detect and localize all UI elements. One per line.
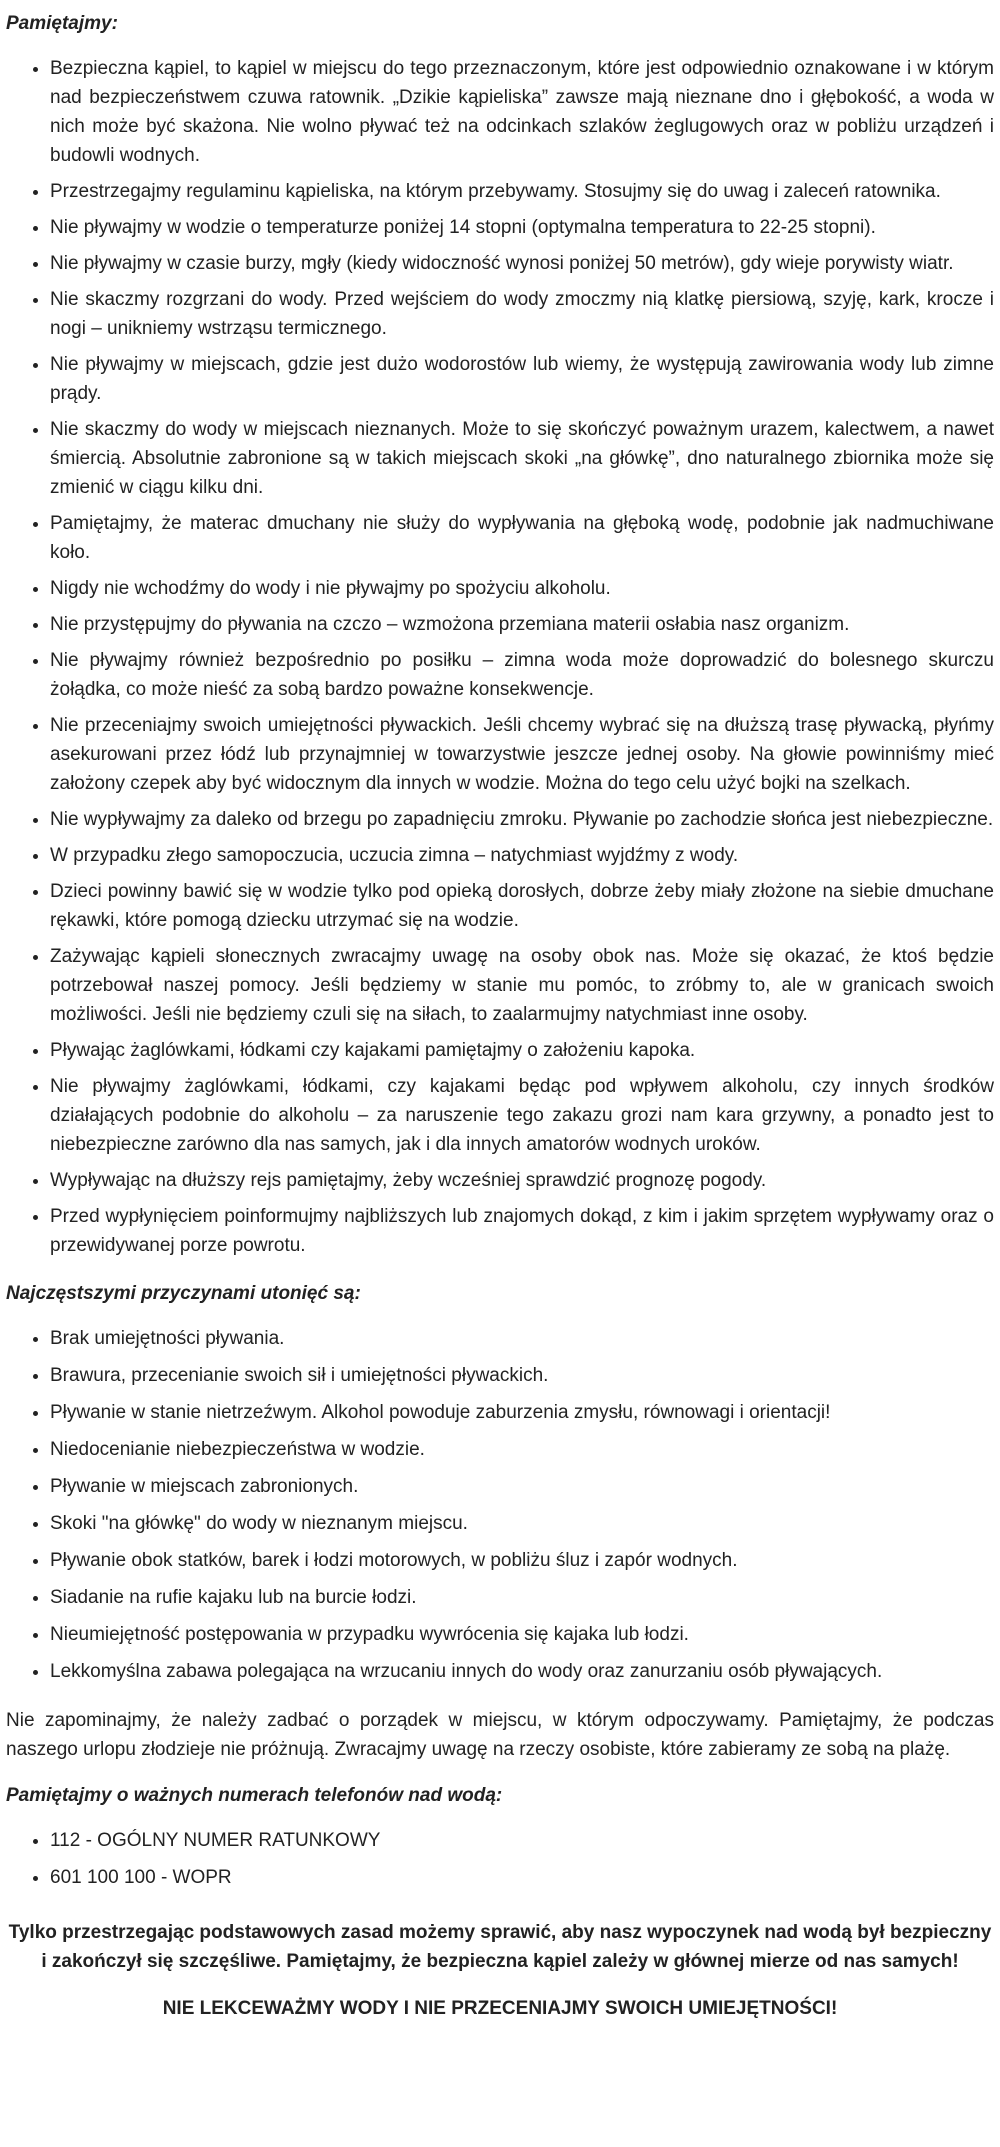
rule-list-item: • Dzieci powinny bawić się w wodzie tylko pod opieką dorosłych, dobrze żeby miały złożone na siebie dmuchane rękawki, które pomogą dziecku utrzymać się na wodzie.: [50, 877, 994, 935]
rule-list-item: • Pływając żaglówkami, łódkami czy kajakami pamiętajmy o założeniu kapoka.: [50, 1036, 994, 1065]
final-warning: NIE LEKCEWAŻMY WODY I NIE PRZECENIAJMY SWOICH UMIEJĘTNOŚCI!: [162, 1998, 838, 2019]
rule-list-item: • Nie wypływajmy za daleko od brzegu po zapadnięciu zmroku. Pływanie po zachodzie słońca jest niebezpieczne.: [50, 805, 994, 834]
cause-list-item: • Pływanie w stanie nietrzeźwym. Alkohol powoduje zaburzenia zmysłu, równowagi i orientacji!: [50, 1398, 994, 1427]
cause-list-item: • Niedocenianie niebezpieczeństwa w wodzie.: [50, 1435, 994, 1464]
rule-list-item: • Nie skaczmy do wody w miejscach nieznanych. Może to się skończyć poważnym urazem, kalectwem, a nawet śmiercią. Absolutnie zabronione są w takich miejscach skoki „na główkę”, dno naturalnego zbiornika może się zmienić w ciągu kilku dni.: [50, 415, 994, 502]
cause-list-item: • Pływanie w miejscach zabronionych.: [50, 1472, 994, 1501]
rule-list-item: • Pamiętajmy, że materac dmuchany nie służy do wypływania na głęboką wodę, podobnie jak nadmuchiwane koło.: [50, 509, 994, 567]
phone-number-item: • 601 100 100 - WOPR: [50, 1863, 994, 1892]
rule-list-item: • Nie pływajmy w czasie burzy, mgły (kiedy widoczność wynosi poniżej 50 metrów), gdy wieje porywisty wiatr.: [50, 249, 994, 278]
rule-list-item: • Bezpieczna kąpiel, to kąpiel w miejscu do tego przeznaczonym, które jest odpowiednio oznakowane i w którym nad bezpieczeństwem czuwa ratownik. „Dzikie kąpieliska” zawsze mają nieznane dno i głębokość, a woda w nich może być skażona. Nie wolno pływać też na odcinkach szlaków żeglugowych oraz w pobliżu urządzeń i budowli wodnych.: [50, 54, 994, 170]
cause-list-item: • Lekkomyślna zabawa polegająca na wrzucaniu innych do wody oraz zanurzaniu osób pływających.: [50, 1657, 994, 1686]
rule-list-item: • Przestrzegajmy regulaminu kąpieliska, na którym przebywamy. Stosujmy się do uwag i zaleceń ratownika.: [50, 177, 994, 206]
cause-list-item: • Pływanie obok statków, barek i łodzi motorowych, w pobliżu śluz i zapór wodnych.: [50, 1546, 994, 1575]
phone-number-item: • 112 - OGÓLNY NUMER RATUNKOWY: [50, 1826, 994, 1855]
cause-list-item: • Brak umiejętności pływania.: [50, 1324, 994, 1353]
rule-list-item: • Wypływając na dłuższy rejs pamiętajmy, żeby wcześniej sprawdzić prognozę pogody.: [50, 1166, 994, 1195]
rule-list-item: • Nie pływajmy również bezpośrednio po posiłku – zimna woda może doprowadzić do bolesnego skurczu żołądka, co może nieść za sobą bardzo poważne konsekwencje.: [50, 646, 994, 704]
causes-list: [6, 1324, 994, 1686]
cause-list-item: • Nieumiejętność postępowania w przypadku wywrócenia się kajaka lub łodzi.: [50, 1620, 994, 1649]
phones-heading: Pamiętajmy o ważnych numerach telefonów nad wodą:: [6, 1785, 503, 1806]
rules-list: [6, 54, 994, 1260]
rule-list-item: • Nie pływajmy żaglówkami, łódkami, czy kajakami będąc pod wpływem alkoholu, czy innych środków działających podobnie do alkoholu – za naruszenie tego zakazu grozi nam kara grzywny, a ponadto jest to niebezpieczne zarówno dla nas samych, jak i dla innych amatorów wodnych uroków.: [50, 1072, 994, 1159]
rule-list-item: • W przypadku złego samopoczucia, uczucia zimna – natychmiast wyjdźmy z wody.: [50, 841, 994, 870]
causes-heading: Najczęstszymi przyczynami utonięć są:: [6, 1283, 361, 1304]
order-note-paragraph: Nie zapominajmy, że należy zadbać o porządek w miejscu, w którym odpoczywamy. Pamiętajmy, że podczas naszego urlopu złodzieje nie próżnują. Zwracajmy uwagę na rzeczy osobiste, które zabieramy ze sobą na plażę.: [6, 1710, 994, 1760]
closing-statement: Tylko przestrzegając podstawowych zasad możemy sprawić, aby nasz wypoczynek nad wodą był bezpieczny i zakończył się szczęśliwe. Pamiętajmy, że bezpieczna kąpiel zależy w głównej mierze od nas samych!: [8, 1922, 992, 1972]
cause-list-item: • Siadanie na rufie kajaku lub na burcie łodzi.: [50, 1583, 994, 1612]
rule-list-item: • Nie pływajmy w wodzie o temperaturze poniżej 14 stopni (optymalna temperatura to 22-25 stopni).: [50, 213, 994, 242]
cause-list-item: • Skoki "na główkę" do wody w nieznanym miejscu.: [50, 1509, 994, 1538]
rule-list-item: • Nie przeceniajmy swoich umiejętności pływackich. Jeśli chcemy wybrać się na dłuższą trasę pływacką, płyńmy asekurowani przez łódź lub przynajmniej w towarzystwie jeszcze jednej osoby. Na głowie powinniśmy mieć założony czepek aby być widocznym dla innych w wodzie. Można do tego celu użyć bojki na szelkach.: [50, 711, 994, 798]
rule-list-item: • Nie pływajmy w miejscach, gdzie jest dużo wodorostów lub wiemy, że występują zawirowania wody lub zimne prądy.: [50, 350, 994, 408]
cause-list-item: • Brawura, przecenianie swoich sił i umiejętności pływackich.: [50, 1361, 994, 1390]
rule-list-item: • Przed wypłynięciem poinformujmy najbliższych lub znajomych dokąd, z kim i jakim sprzętem wypływamy oraz o przewidywanej porze powrotu.: [50, 1202, 994, 1260]
rule-list-item: • Zażywając kąpieli słonecznych zwracajmy uwagę na osoby obok nas. Może się okazać, że ktoś będzie potrzebował naszej pomocy. Jeśli będziemy w stanie mu pomóc, to zróbmy to, ale w granicach swoich możliwości. Jeśli nie będziemy czuli się na siłach, to zaalarmujmy natychmiast inne osoby.: [50, 942, 994, 1029]
rule-list-item: • Nie przystępujmy do pływania na czczo – wzmożona przemiana materii osłabia nasz organizm.: [50, 610, 994, 639]
rules-heading: Pamiętajmy:: [6, 13, 118, 34]
rule-list-item: • Nie skaczmy rozgrzani do wody. Przed wejściem do wody zmoczmy nią klatkę piersiową, szyję, kark, krocze i nogi – unikniemy wstrząsu termicznego.: [50, 285, 994, 343]
phones-list: [6, 1826, 994, 1892]
rule-list-item: • Nigdy nie wchodźmy do wody i nie pływajmy po spożyciu alkoholu.: [50, 574, 994, 603]
